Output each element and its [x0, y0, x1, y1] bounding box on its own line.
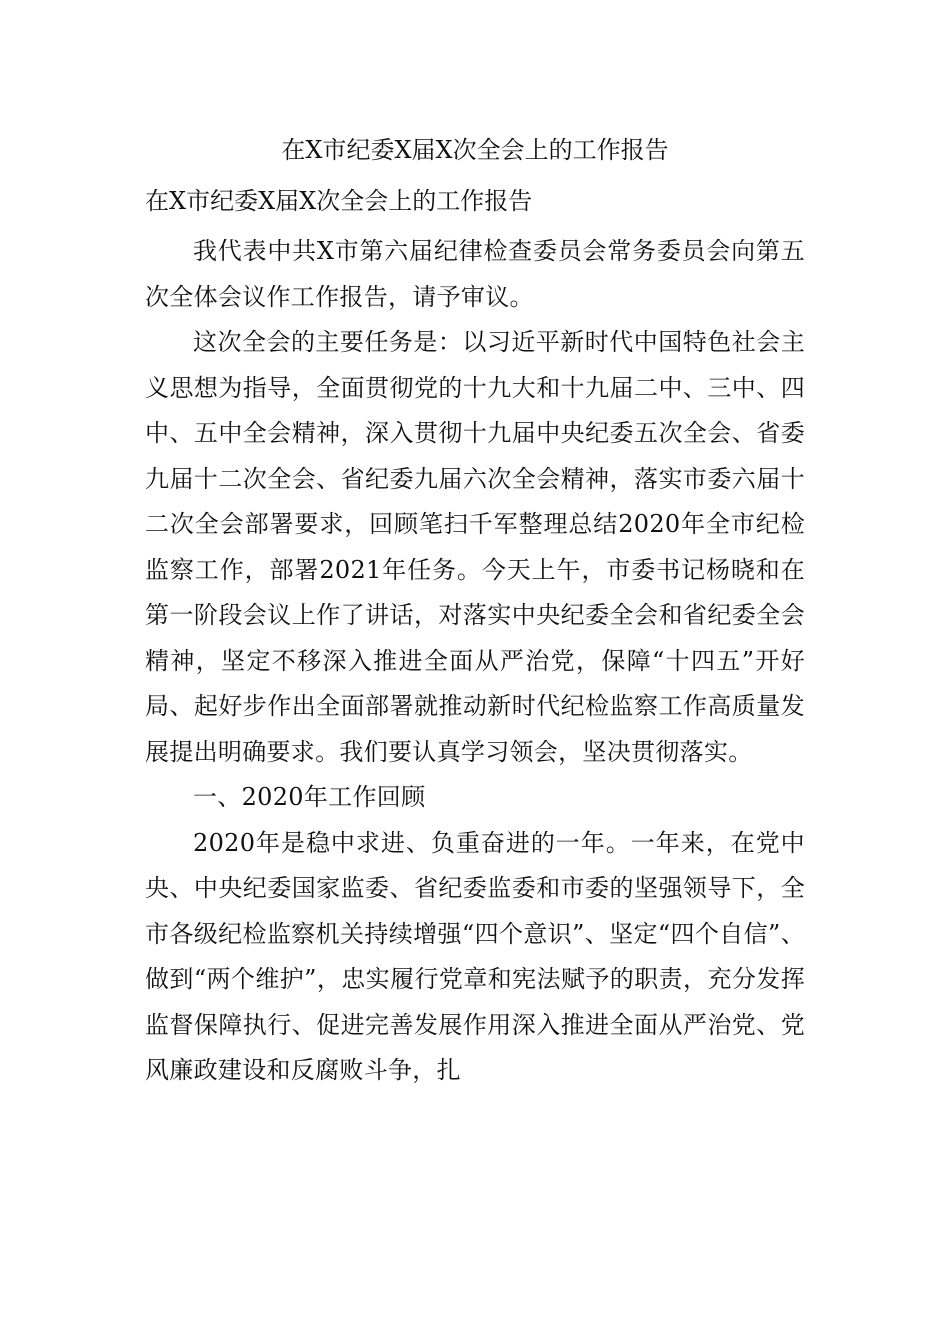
paragraph-intro: 我代表中共X市第六届纪律检查委员会常务委员会向第五次全体会议作工作报告，请予审议。: [145, 237, 805, 311]
paragraph-main-tasks: 这次全会的主要任务是：以习近平新时代中国特色社会主义思想为指导，全面贯彻党的十九大和十九届二中、三中、四中、五中全会精神，深入贯彻十九届中央纪委五次全会、省委九届十二次全会、省纪委九届六次全会精神，落实市委六届十二次全会部署要求，回顾笔扫千军整理总结2020年全市纪检监察工作，部署2021年任务。今天上午，市委书记杨晓和在第一阶段会议上作了讲话，对落实中央纪委全会和省纪委全会精神，坚定不移深入推进全面从严治党，保障“十四五”开好局、起好步作出全面部署就推动新时代纪检监察工作高质量发展提出明确要求。我们要认真学习领会，坚决贯彻落实。: [145, 328, 805, 766]
document-title: 在X市纪委X届X次全会上的工作报告: [281, 136, 669, 164]
paragraph-2020-review: 2020年是稳中求进、负重奋进的一年。一年来，在党中央、中央纪委国家监委、省纪委监委和市委的坚强领导下，全市各级纪检监察机关持续增强“四个意识”、坚定“四个自信”、做到“两个维护”，忠实履行党章和宪法赋予的职责，充分发挥监督保障执行、促进完善发展作用深入推进全面从严治党、党风廉政建设和反腐败斗争，扎: [145, 828, 805, 1084]
document-body: [145, 229, 805, 1094]
document-subtitle: 在X市纪委X届X次全会上的工作报告: [145, 187, 533, 215]
section-heading: 一、2020年工作回顾: [193, 783, 426, 811]
